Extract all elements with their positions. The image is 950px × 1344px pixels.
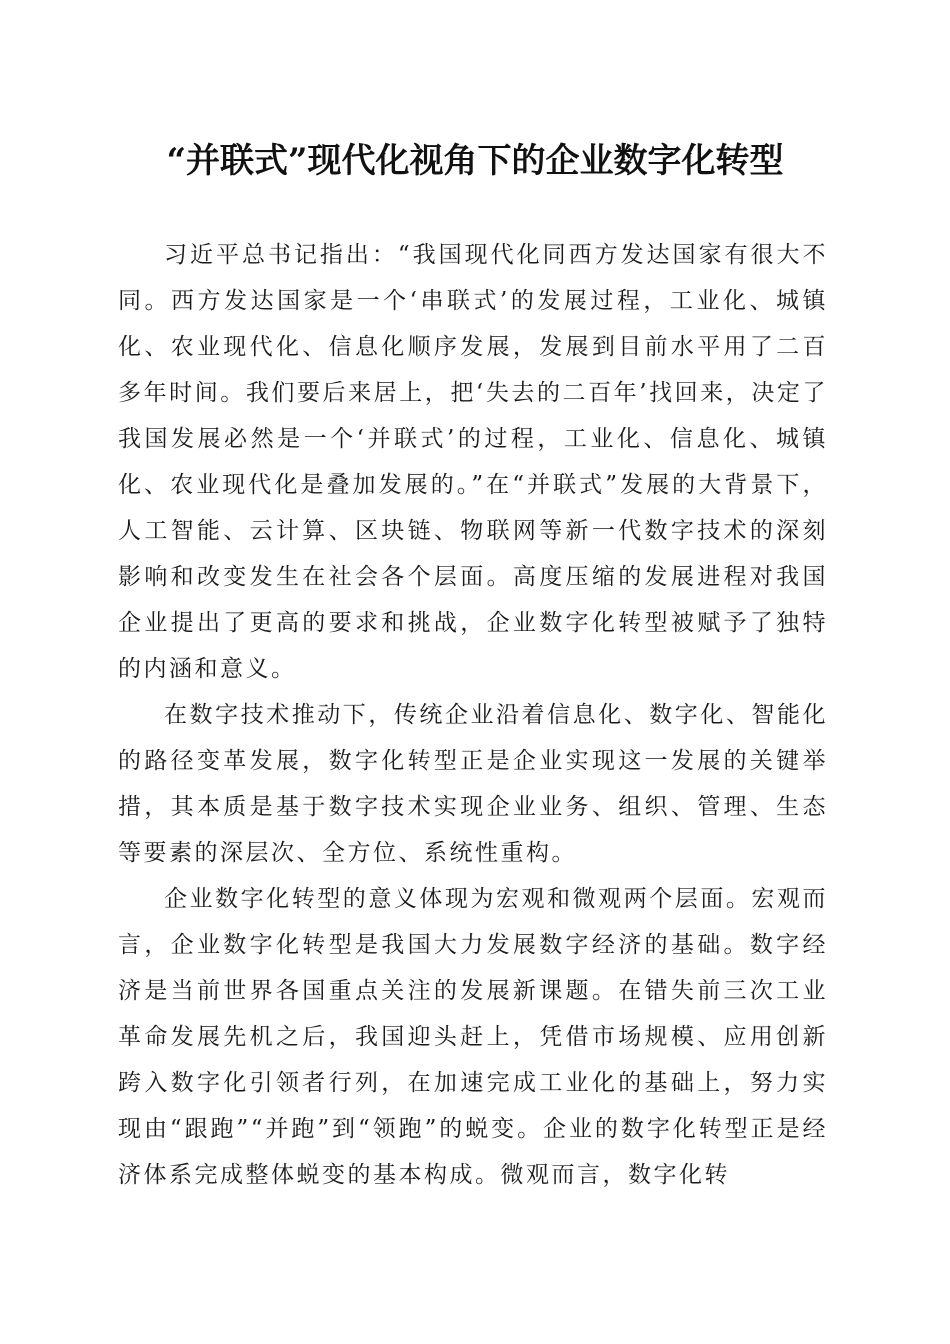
paragraph-1: 习近平总书记指出：“我国现代化同西方发达国家有很大不同。西方发达国家是一个‘串联式’的发展过程，工业化、城镇化、农业现代化、信息化顺序发展，发展到目前水平用了二百多年时间。我们要后来居上，把‘失去的二百年’找回来，决定了我国发展必然是一个‘并联式’的过程，工业化、信息化、城镇化、农业现代化是叠加发展的。”在“并联式”发展的大背景下，人工智能、云计算、区块链、物联网等新一代数字技术的深刻影响和改变发生在社会各个层面。高度压缩的发展进程对我国企业提出了更高的要求和挑战，企业数字化转型被赋予了独特的内涵和意义。	[118, 242, 828, 682]
document-title: “并联式”现代化视角下的企业数字化转型	[166, 141, 784, 181]
paragraph-3: 企业数字化转型的意义体现为宏观和微观两个层面。宏观而言，企业数字化转型是我国大力发展数字经济的基础。数字经济是当前世界各国重点关注的发展新课题。在错失前三次工业革命发展先机之后，我国迎头赶上，凭借市场规模、应用创新跨入数字化引领者行列，在加速完成工业化的基础上，努力实现由“跟跑”“并跑”到“领跑”的蜕变。企业的数字化转型正是经济体系完成整体蜕变的基本构成。微观而言，数字化转	[118, 886, 828, 1188]
paragraph-2: 在数字技术推动下，传统企业沿着信息化、数字化、智能化的路径变革发展，数字化转型正是企业实现这一发展的关键举措，其本质是基于数字技术实现企业业务、组织、管理、生态等要素的深层次、全方位、系统性重构。	[118, 702, 828, 866]
document-body	[118, 232, 828, 1198]
